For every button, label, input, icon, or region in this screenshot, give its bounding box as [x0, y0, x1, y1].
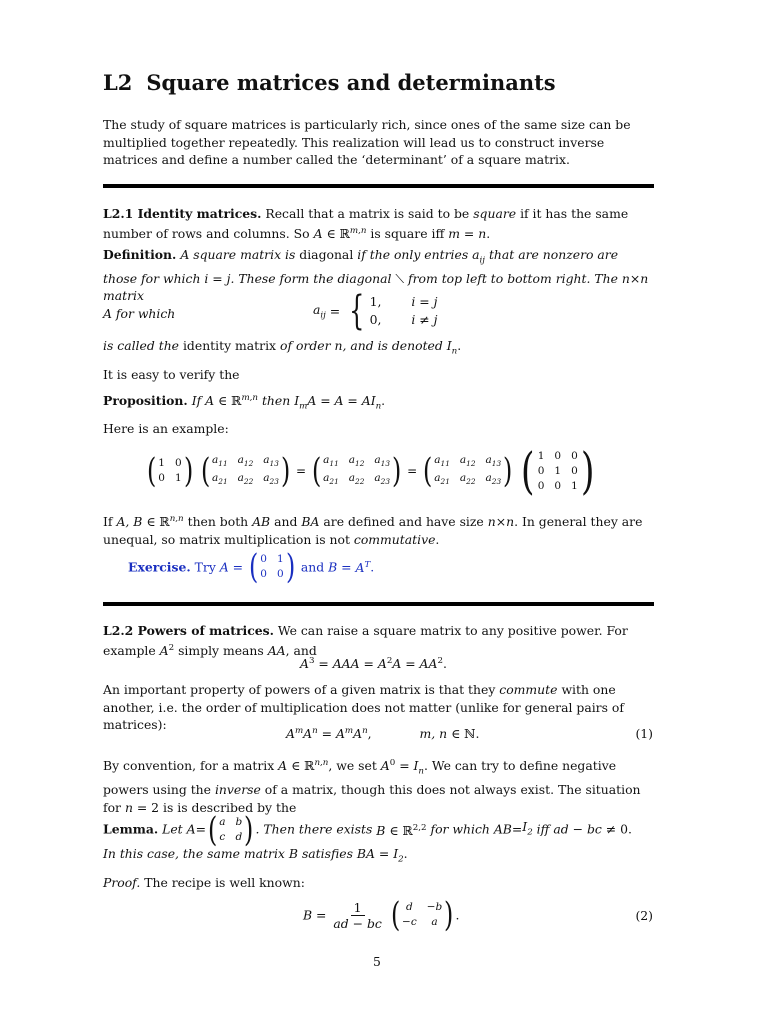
text: . In general they are unequal, so matrix multiplication is not: [103, 514, 643, 547]
text: We can raise a square matrix to any positive power. For example: [103, 623, 628, 658]
text: from top left to bottom right. The: [408, 270, 618, 286]
section-number: L2: [103, 70, 133, 95]
text: Recall that a matrix is said to be: [265, 206, 470, 221]
text: , we set: [328, 758, 377, 774]
text: then both: [187, 514, 249, 530]
lemma-continuation: In this case, the same matrix B satisfies BA = $I_2$.: [103, 846, 408, 865]
text: and: [274, 514, 298, 530]
text: are defined and have size: [323, 514, 484, 530]
inverse-formula-equation: B = $\frac{1}{ad - bc}$ ( d −b −c a ) .: [303, 895, 460, 935]
text: for which: [430, 821, 490, 837]
identity-definition-equation: $a_{ij}$ = { 1, i = j 0, i ≠ j: [313, 288, 438, 334]
text: The recipe is well known:: [144, 875, 305, 890]
section-title-text: Square matrices and determinants: [146, 70, 556, 95]
text: If: [191, 393, 202, 409]
term-diagonal: diagonal: [299, 247, 354, 262]
text: Try: [194, 559, 216, 575]
powers-paragraph: L2.2 Powers of matrices. We can raise a square matrix to any positive power. For example $A^2$ simply means AA, and: [103, 623, 628, 658]
text: is described by the: [177, 799, 297, 815]
section-divider: [103, 602, 654, 606]
text: If: [103, 514, 113, 530]
term-identity: identity matrix: [182, 338, 277, 353]
diagonal-arrow-icon: ⟍: [395, 270, 405, 286]
text: simply means: [178, 642, 264, 658]
text: , and is denoted: [342, 338, 443, 353]
text: In this case, the same matrix: [103, 846, 285, 861]
term-commutative: commutative: [353, 531, 436, 547]
term-commute: commute: [499, 682, 558, 697]
lemma-paragraph: Lemma. Let A= ( a b c d ) . Then there exists B ∈ ℝ$^{2,2}$ for which $AB=I_2$ iff ad − bc ≠ 0.: [103, 809, 632, 850]
text: is square iff: [370, 225, 445, 241]
case-value: 0,: [369, 312, 382, 327]
text: A square matrix is: [180, 247, 296, 262]
power-cube-equation: $A^3$ = AAA = $A^2A = AA^2$.: [300, 656, 447, 672]
text: By convention, for a matrix: [103, 758, 275, 774]
text: of a matrix, though this does not always exist. The situation for: [103, 782, 641, 815]
term-square: square: [473, 206, 517, 221]
text: for which: [115, 305, 176, 321]
section-title: [103, 70, 556, 95]
text: iff: [536, 821, 550, 837]
exercise-label: Exercise.: [128, 559, 191, 575]
section-divider: [103, 184, 654, 188]
intro-paragraph: The study of square matrices is particularly rich, since ones of the same size can be multiplied together repeatedly. This realization will lead us to construct inverse matrices and define a number called the ‘determinant’ of a square matrix.: [103, 117, 631, 167]
proposition-paragraph: Proposition. If A ∈ ℝ$^{m,n}$ then $I_mA = A = AI_n$.: [103, 393, 386, 412]
text: . We can try to define negative powers using the: [103, 758, 617, 798]
proof-paragraph: [103, 874, 653, 892]
definition-paragraph: Definition. A square matrix is diagonal if the only entries $a_{ij}$ that are nonzero are those for which i = j. These form the diagonal ⟍ from top left to bottom right. The n×n matrix A for which: [103, 247, 649, 321]
equation-number-2: (2): [635, 908, 653, 923]
convention-paragraph: By convention, for a matrix A ∈ ℝ$^{n,n}$, we set $A^0 = I_n$. We can try to define negative powers using the inverse of a matrix, though this does not always exist. The situation for n = 2 is is described by the: [103, 758, 641, 815]
lemma-label: Lemma.: [103, 821, 159, 837]
text: of order: [279, 338, 331, 353]
identity-denoted-paragraph: is called the identity matrix of order n, and is denoted $I_n$.: [103, 338, 462, 357]
text: that are nonzero are those for which: [103, 247, 619, 286]
verify-line: It is easy to verify the: [103, 367, 240, 382]
text: satisfies: [301, 846, 353, 861]
text: and: [300, 559, 325, 575]
subsection-heading-powers: L2.2 Powers of matrices.: [103, 623, 274, 638]
identity-example-equation: ( 1 0 0 1 ) ( $a_{11}$ $a_{12}$ $a_{13}$ $a_{21}$ $a_{22}$ $a_{23}$ ) = ( $a_{11}$ $a_{12}$ $a_{13}$ $a_{21}$ $a_{22}$ $a_{23}$ ) = ( $a_{11}$ $a_{12}$ $a_{13}$ $a_{21}$ $a_{22}$ $a_{23}$ ) ( 1 0 0 0 1 0 0 0 1 ): [146, 442, 595, 500]
text: . Then there exists: [255, 821, 373, 837]
identity-paragraph: L2.1 Identity matrices. Recall that a matrix is said to be square if it has the same number of rows and columns. So A ∈ ℝ$^{m,n}$ is square iff m = n.: [103, 206, 629, 241]
page-number: 5: [373, 954, 381, 969]
proposition-label: Proposition.: [103, 393, 188, 409]
commute-equation: $A^mA^n = A^mA^n$, m, n ∈ ℕ.: [286, 726, 480, 742]
term-inverse: inverse: [214, 782, 261, 798]
text: if the only entries: [357, 247, 469, 262]
text: . These form the diagonal: [230, 270, 392, 286]
case-condition: i ≠ j: [411, 312, 438, 327]
example-intro: Here is an example:: [103, 421, 229, 436]
equation-number-1: (1): [635, 726, 653, 741]
text: if it has the same number of rows and columns. So: [103, 206, 629, 241]
proof-label: Proof.: [103, 875, 141, 890]
definition-label: Definition.: [103, 247, 177, 262]
text: , and: [285, 642, 317, 658]
text: Let: [162, 821, 183, 837]
text: with one another, i.e. the order of multiplication does not matter (unlike for general pairs of matrices):: [103, 682, 624, 732]
text: matrix: [103, 288, 144, 304]
subsection-heading-identity: L2.1 Identity matrices.: [103, 206, 262, 221]
text: then: [261, 393, 291, 409]
case-value: 1,: [369, 294, 382, 309]
exercise-line: Exercise. Try A = ( 0 1 0 0 ) and $B = A^T$.: [128, 547, 375, 587]
text: is called the: [103, 338, 180, 353]
text: An important property of powers of a given matrix is that they: [103, 682, 496, 697]
case-condition: i = j: [411, 294, 438, 309]
commutative-paragraph: If A, B ∈ ℝ$^{n,n}$ then both AB and BA are defined and have size n×n. In general they are unequal, so matrix multiplication is not commutative.: [103, 514, 643, 547]
